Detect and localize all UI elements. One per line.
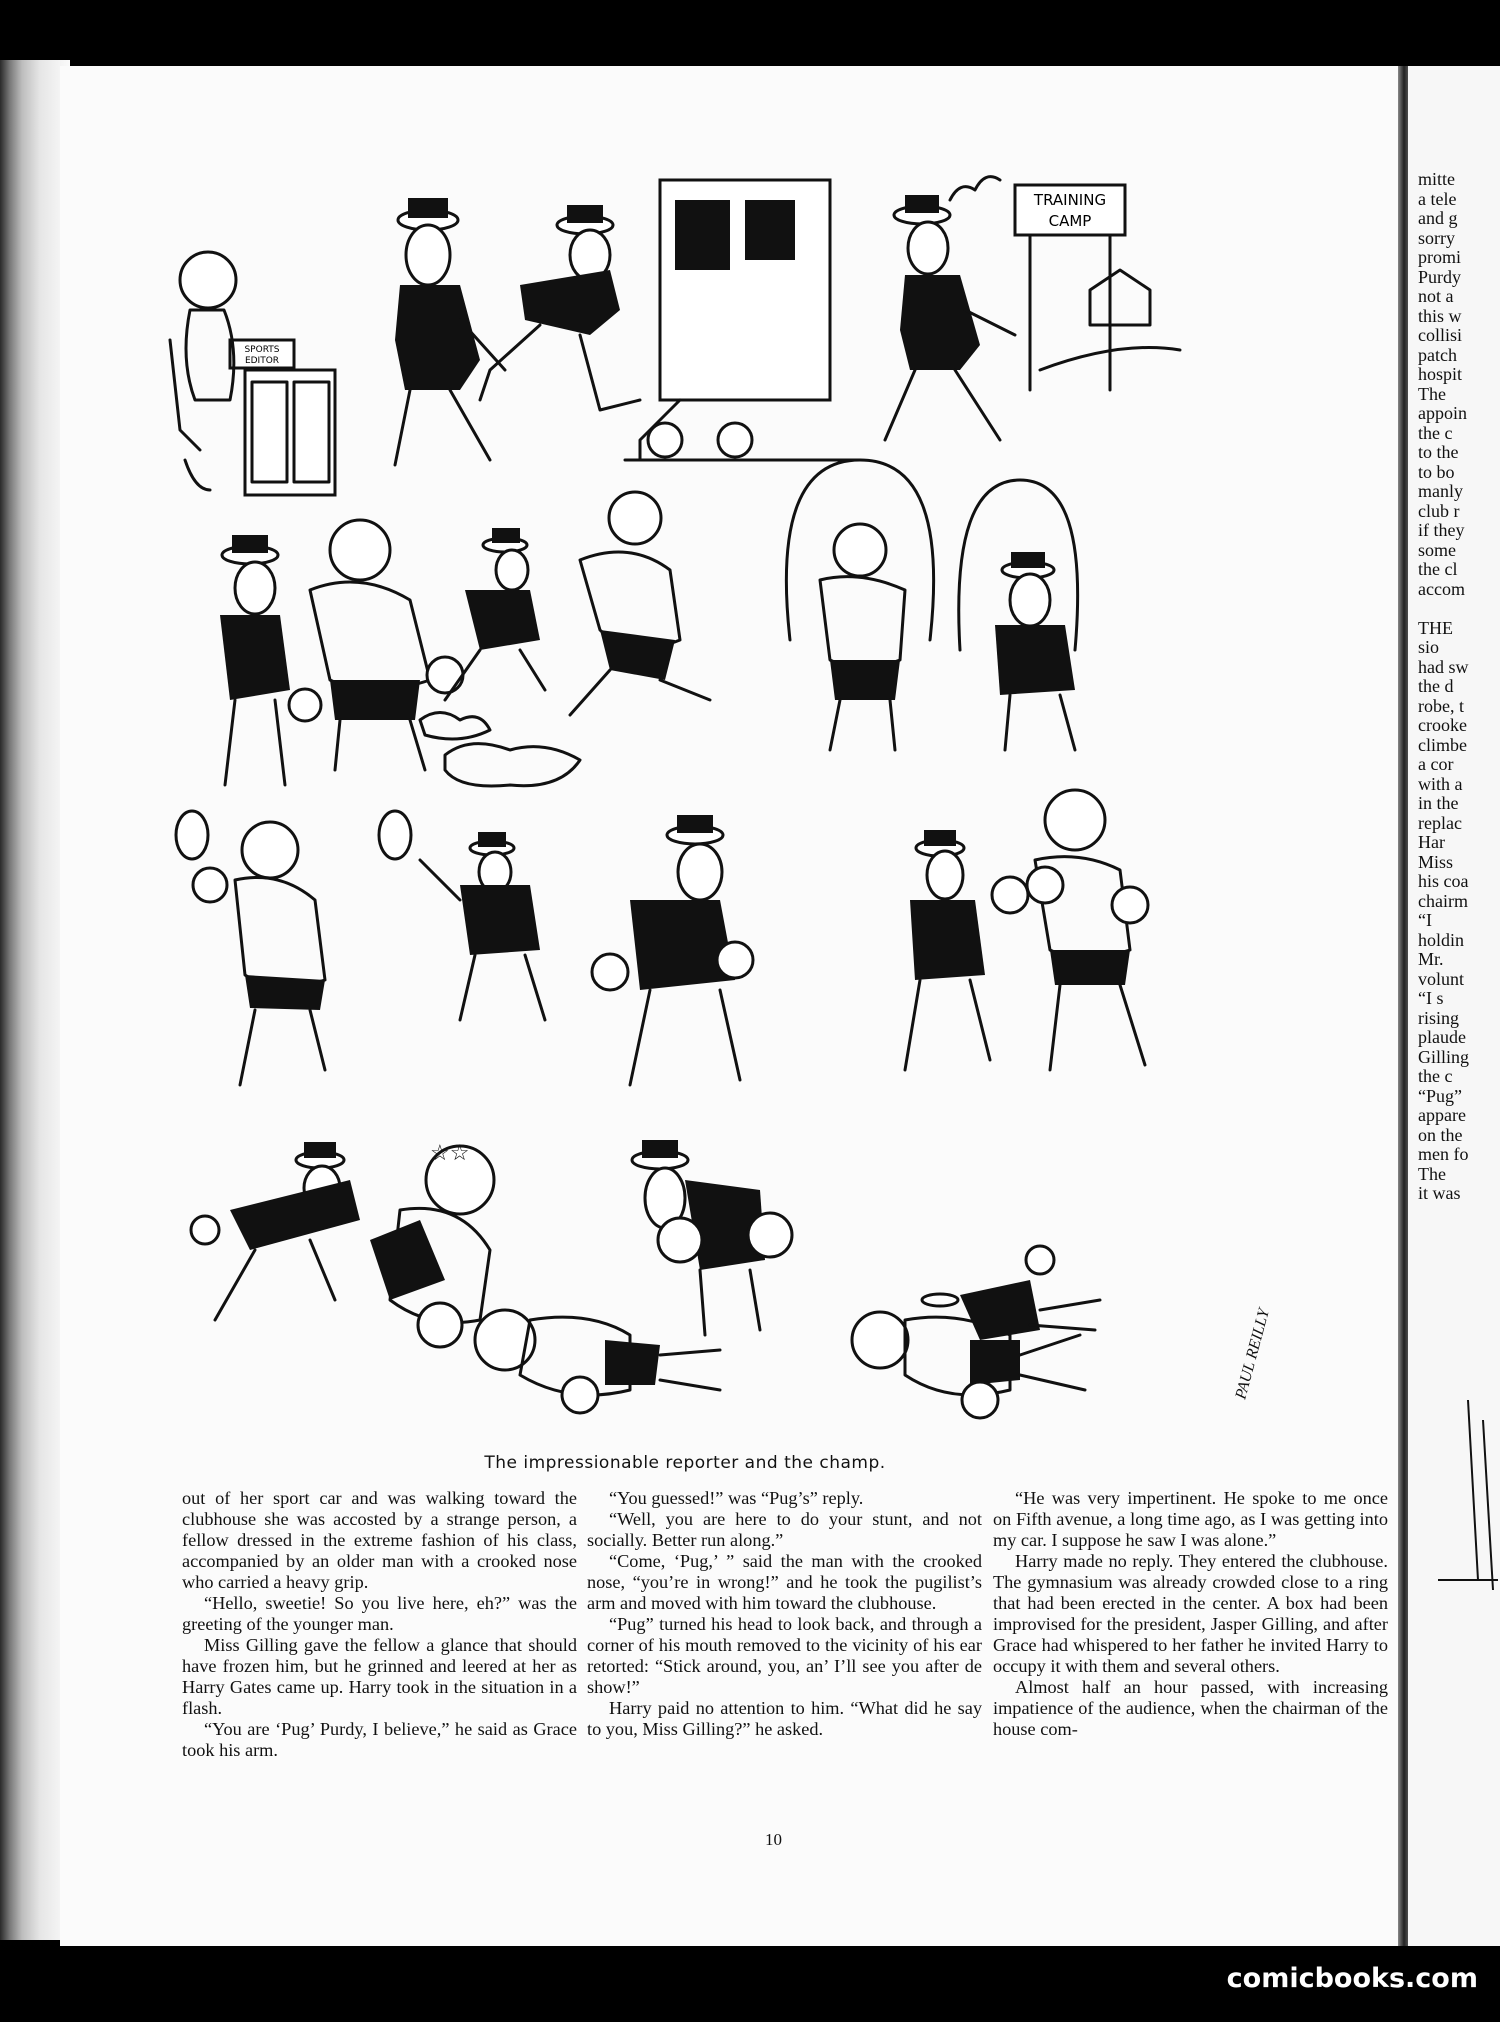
panel-punching-bag [176, 811, 545, 1085]
desk [245, 370, 335, 495]
training-camp-sign-text: TRAINING [1033, 191, 1107, 209]
paragraph: “Pug” turned his head to look back, and through a corner of his mouth removed to the vicinity of his ear retorted: “Stick around, you, an’ I’ll see you after de show!” [587, 1614, 982, 1697]
comic-strip-illustration [160, 160, 1390, 1450]
editor-head [180, 252, 236, 308]
right-page-illustration-fragment [1408, 1380, 1500, 1620]
panel-sparring [905, 790, 1148, 1070]
panel-champ-down [475, 1140, 792, 1413]
panel-both-down [852, 1246, 1100, 1418]
panel-sports-editor [170, 198, 505, 495]
paragraph: “You guessed!” was “Pug’s” reply. [609, 1488, 864, 1508]
svg-text:EDITOR: EDITOR [244, 356, 280, 366]
panel-training-camp [885, 177, 1180, 440]
watermark: comicbooks.com [1226, 1963, 1478, 1994]
panel-train [480, 180, 860, 460]
paragraph: Harry made no reply. They entered the clubhouse. The gymnasium was already crowded close to a ring that had been erected in the center. A box had been improvised for the president, Jasper Gilling, and after Grace had whispered to her father he invited Harry to occupy it with them and several others. [993, 1551, 1388, 1676]
champ-trunks [330, 680, 420, 720]
panel-meet-champ [220, 520, 463, 785]
illustration-caption: The impressionable reporter and the champ. [484, 1453, 886, 1473]
punching-bag [176, 811, 208, 859]
paragraph: “Come, ‘Pug,’ ” said the man with the crooked nose, “you’re in wrong!” and he took the pugilist’s arm and moved with him toward the clubhouse. [587, 1551, 982, 1613]
right-page-text-fragments: mitte a tele and g sorry promi Purdy not a this w collisi patch hospit The appoin the c to the to bo manly club r if they some the cl accom THE sio had sw the d robe, t crooke climbe a cor with a in the replac Har Miss his coa chairm “I holdin Mr. volunt “I s rising plaude Gilling the c “Pug” appare on the men fo The it was [1418, 169, 1470, 1203]
paragraph: “You are ‘Pug’ Purdy, I believe,” he said as Grace took his arm. [182, 1719, 577, 1760]
champ-head [330, 520, 390, 580]
paragraph: “Well, you are here to do your stunt, and not socially. Better run along.” [587, 1509, 982, 1550]
sports-editor-sign-text: SPORTS [244, 345, 280, 355]
panel-shadow-boxing [592, 815, 753, 1085]
svg-text:☆☆: ☆☆ [430, 1140, 470, 1165]
artist-signature: PAUL REILLY [1232, 1306, 1273, 1402]
text-column-2 [587, 1488, 982, 1740]
paragraph: “Hello, sweetie! So you live here, eh?” was the greeting of the younger man. [182, 1593, 577, 1634]
text-column-1 [182, 1488, 577, 1761]
paragraph: Harry paid no attention to him. “What did he say to you, Miss Gilling?” he asked. [587, 1698, 982, 1739]
text-column-3 [993, 1488, 1388, 1740]
panel-skipping-rope [786, 460, 1077, 750]
page-number: 10 [765, 1830, 782, 1849]
paragraph: out of her sport car and was walking toward the clubhouse she was accosted by a strange person, a fellow dressed in the extreme fashion of his class, accompanied by an older man with a crooked nose who carried a heavy grip. [182, 1488, 577, 1592]
panel-running [420, 492, 710, 786]
paragraph: “He was very impertinent. He spoke to me once on Fifth avenue, a long time ago, as I was getting into my car. I suppose he saw I was alone.” [993, 1488, 1388, 1550]
panel-knockout-punch [191, 1140, 494, 1347]
paragraph: Almost half an hour passed, with increasing impatience of the audience, when the chairman of the house com- [993, 1677, 1388, 1739]
reporter-striped-jacket [395, 285, 480, 390]
paragraph: Miss Gilling gave the fellow a glance that should have frozen him, but he grinned and leered at her as Harry Gates came up. Harry took in the situation in a flash. [182, 1635, 577, 1718]
svg-text:CAMP: CAMP [1048, 212, 1092, 230]
